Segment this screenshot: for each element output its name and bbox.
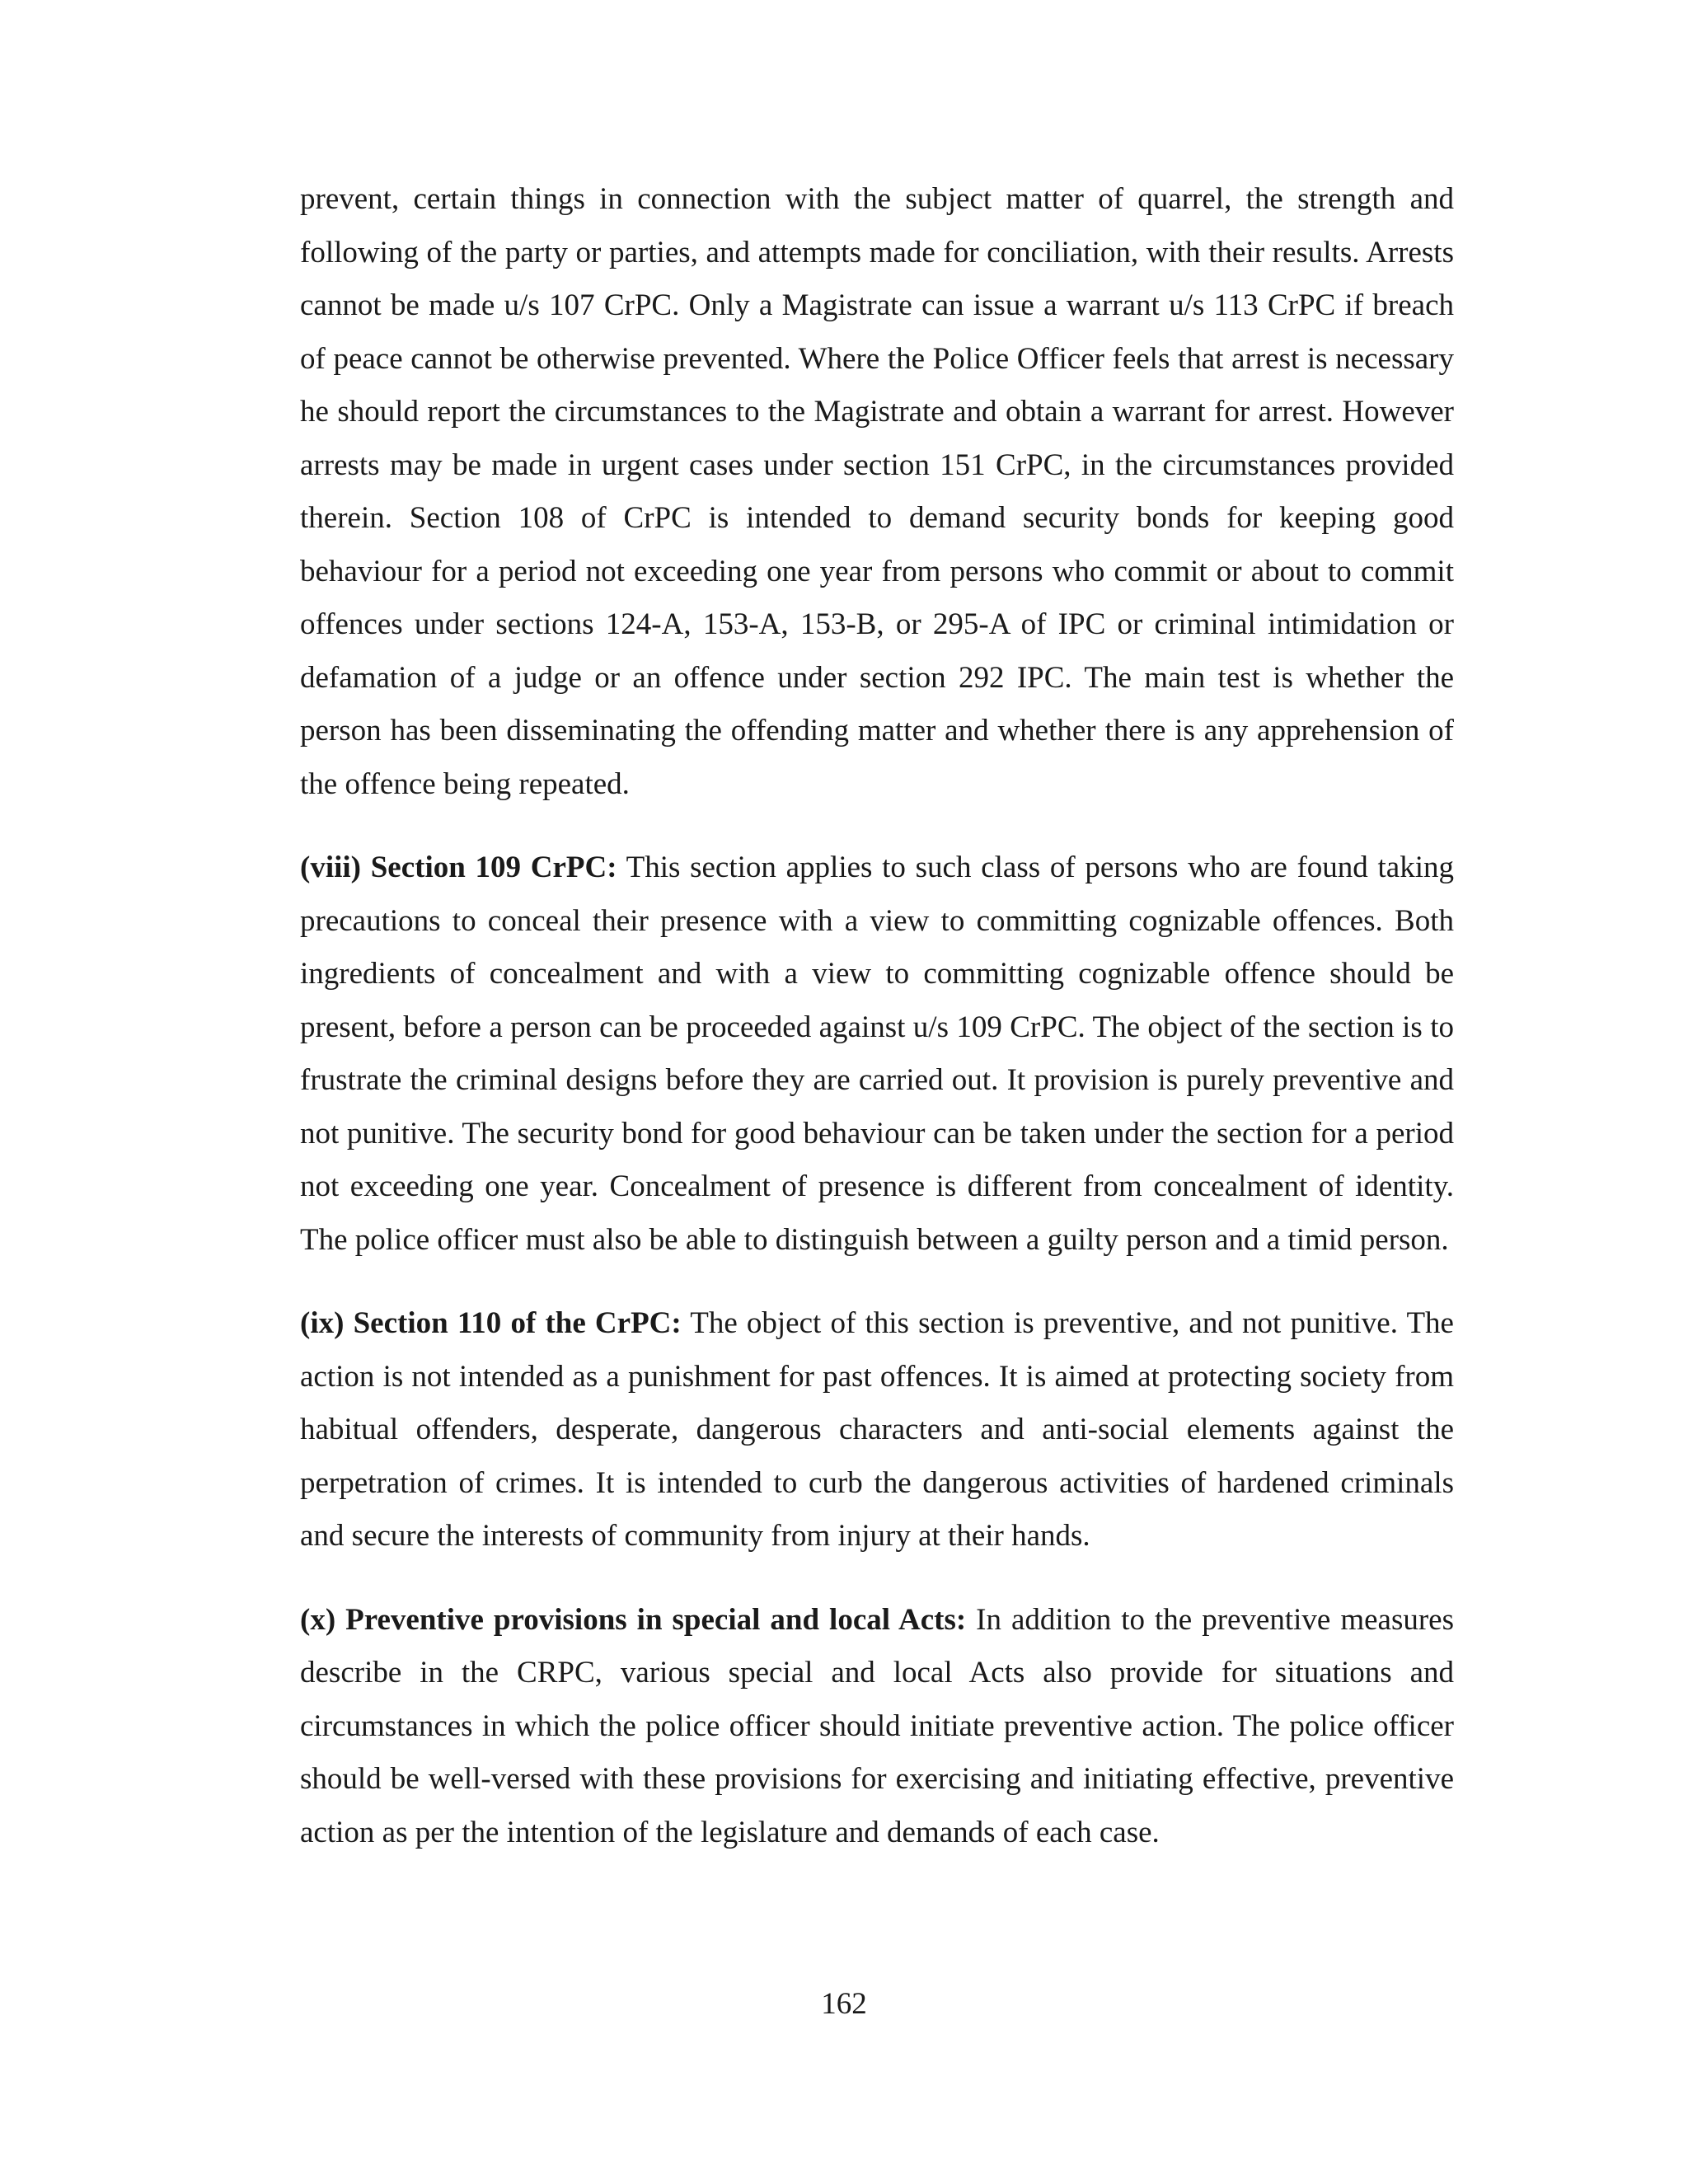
paragraph-section-110 [300, 1297, 1454, 1563]
paragraph-continuation [300, 173, 1454, 811]
page-number: 162 [821, 1987, 867, 2021]
section-heading: (viii) Section 109 CrPC: [300, 851, 617, 884]
paragraph-section-109 [300, 841, 1454, 1267]
section-heading: (ix) Section 110 of the CrPC: [300, 1306, 682, 1340]
section-heading: (x) Preventive provisions in special and local Acts: [300, 1602, 967, 1637]
paragraph-text: prevent, certain things in connection with the subject matter of quarrel, the strength and following of the party or parties, and attempts made for conciliation, with their results. Arrests cannot be made u/s 107 CrPC. Only a Magistrate can issue a warrant u/s 113 CrPC if breach of peace cannot be otherwise prevented. Where the Police Officer feels that arrest is necessary he should report the circumstances to the Magistrate and obtain a warrant for arrest. However arrests may be made in urgent cases under section 151 CrPC, in the circumstances provided therein. Section 108 of CrPC is intended to demand security bonds for keeping good behaviour for a period not exceeding one year from persons who commit or about to commit offences under sections 124-A, 153-A, 153-B, or 295-A of IPC or criminal intimidation or defamation of a judge or an offence under section 292 IPC. The main test is whether the person has been disseminating the offending matter and whether there is any apprehension of the offence being repeated. [300, 182, 1454, 801]
paragraph-text: This section applies to such class of persons who are found taking precautions to conceal their presence with a view to committing cognizable offences. Both ingredients of concealment and with a view to committing cognizable offence should be present, before a person can be proceeded against u/s 109 CrPC. The object of the section is to frustrate the criminal designs before they are carried out. It provision is purely preventive and not punitive. The security bond for good behaviour can be taken under the section for a period not exceeding one year. Concealment of presence is different from concealment of identity. The police officer must also be able to distinguish between a guilty person and a timid person. [300, 851, 1455, 1257]
paragraph-text: The object of this section is preventive, and not punitive. The action is not intended as a punishment for past offences. It is aimed at protecting society from habitual offenders, desperate, dangerous characters and anti-social elements against the perpetration of crimes. It is intended to curb the dangerous activities of hardened criminals and secure the interests of community from injury at their hands. [300, 1306, 1454, 1553]
paragraph-special-local-acts [300, 1594, 1454, 1860]
paragraph-text: In addition to the preventive measures describe in the CRPC, various special and local Acts also provide for situations and circumstances in which the police officer should initiate preventive action. The police officer should be well-versed with these provisions for exercising and initiating effective, preventive action as per the intention of the legislature and demands of each case. [300, 1602, 1454, 1849]
document-body [300, 173, 1454, 1859]
